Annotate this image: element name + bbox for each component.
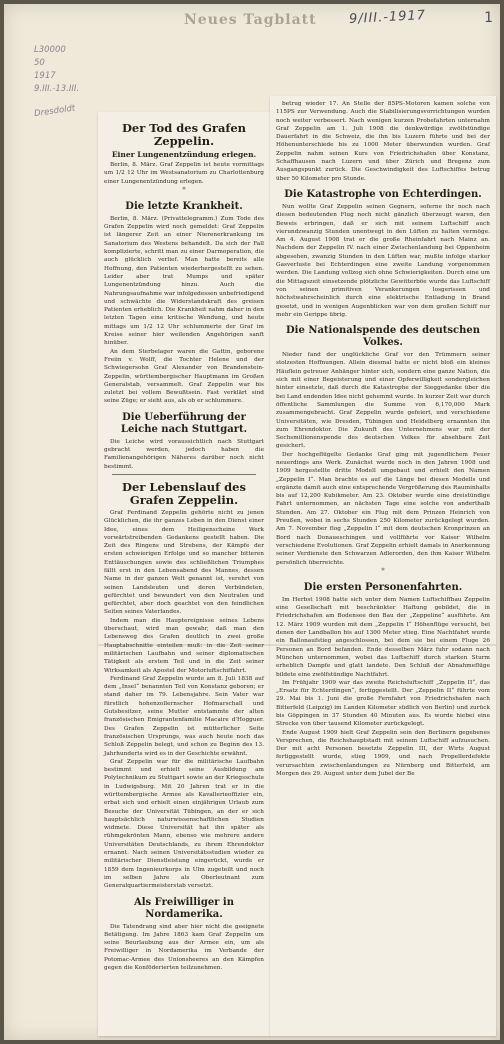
paragraph: Der hochgeflügelte Gedanke Graf ging mit jugendlichem Feuer neuerdings ans Werk. Zunächst wurde noch in den Jahren 1908 und 1909 hergestellte dritte Modell umgebaut und erhielt den Namen „Zeppelin I“. Man brachte es auf die Länge bei diesen Modells und ergänzte damit auch eine entsprechende Vergrößerung des Rauminhalts bis auf 12,200 Kubikmeter. Am 23. Oktober wurde eine dreistündige Fahrt unternommen, an nächsten Tage eine solche von anderthalb Stunden. Am 27. Oktober ein Flug mit dem Prinzen Heinrich von Preußen, wobei in sechs Stunden 250 Kilometer zurückgelegt wurden. Am 7. November flog „Zeppelin I“ mit dem deutschen Kronprinzen an Bord nach Donaueschingen und vollführte vor Kaiser Wilhelm verschiedene Evolutionen. Graf Zeppelin erhielt damals in Anerkennung seiner Verdienste den Schwarzen Adlerorden, den ihm Kaiser Wilhelm persönlich überreichte. (276, 451, 490, 566)
paragraph: Die Leiche wird voraussichtlich nach Stuttgart gebracht werden, jedoch haben die Familienangehörigen Näheres darüber noch nicht bestimmt. (104, 438, 264, 470)
article-subheadline: Einer Lungenentzündung erlegen. (111, 150, 257, 159)
paragraph: Im Frühjahr 1909 war das zweite Reichsluftschiff „Zeppelin II“, das „Ersatz für Echterdingen“, fertiggestellt. Der „Zeppelin II“ führte vom 29. Mai bis 1. Juni die große Fernfahrt von Friedrichshafen nach Bitterfeld (Leipzig) im Landen Kilometer südlich von Berlin) und zurück bis Göppingen in 37 Stunden 40 Minuten aus. Es wurde hiebei eine Strecke von über tausend Kilometer zurückgelegt. (276, 679, 490, 728)
scrapbook-page (4, 4, 500, 1040)
paragraph: Ferdinand Graf Zeppelin wurde am 8. Juli 1838 auf dem „Insel“ benannten Teil von Konstanz geboren; er stand daher im 79. Lebensjahre. Sein Vater war fürstlich hohenzollernscher Hofmarschall und Gutsbesitzer, seine Mutter entstammte der alten französischen Emigrantenfamilie Macaire d'Hogguer. Des Grafen Zeppelin ist mütterlicher Seite französischen Ursprungs, was auch heute noch das Schloß Zeppelin belegt, und schon zu Beginn des 13. Jahrhunderts wird es in der Geschichte erwähnt. (104, 675, 264, 757)
section-title: Die letzte Krankheit. (125, 200, 243, 212)
newspaper-masthead (184, 7, 494, 34)
clipping-right-column (270, 96, 496, 1036)
article-headline: Der Tod des Grafen Zeppelin. (121, 121, 247, 148)
paragraph: An dem Sterbelager waren die Gattin, geborene Freiin v. Wolff, die Tochter Helene und der Schwiegersohn Graf Alexander von Brandenstein-Zeppelin, württembergischer Hauptmann im Großen Generalstab, versammelt. Graf Zeppelin war bis zuletzt bei vollem Bewußtsein. Fast verklärt sind seine Züge; er sieht aus, als ob er schlummere. (104, 348, 264, 405)
paragraph: betrug wieder 17. An Stelle der 85PS-Motoren kamen solche von 115PS zur Verwendung. Auch die Stabilisierungsvorrichtungen wurden noch weiter verbessert. Nach wenigen kurzen Probefahrten unternahm Graf Zeppelin am 1. Juli 1908 die denkwürdige zwölfstündige Dauerfahrt in die Schweiz, die ihn bis Luzern führte und bei der Höhenunterschiede bis zu 1000 Meter überwunden wurden. Graf Zeppelin nahm seinen Kurs von Friedrichshafen über Konstanz, Schaffhausen nach Luzern und über Zürich und Bregenz zum Ausgangspunkt zurück. Die Geschwindigkeit des Luftschiffes betrug über 50 Kilometer pro Stunde. (276, 101, 490, 182)
paragraph: Berlin, 8. März. (Privattelegramm.) Zum Tode des Grafen Zeppelin wird noch gemeldet: Graf Zeppelin ist längerer Zeit an einer Nierenerkrankung im Sanatorium des Westens behandelt. Da sich der Fall komplizierte, schritt man zu einer Darmoperation, die auch glücklich verlief. Man hatte bereits alle Hoffnung, den Patienten wiederhergestellt zu sehen. Leider aber trat Mumps und später Lungenentzündung hinzu. Auch die Nahrungsaufnahme war infolgedessen unbefriedigend und schwächte die Widerstandskraft des greisen Patienten erheblich. Die Krankheit nahm daher in den letzten Tagen eine kritische Wendung, und heute mittags um 1/2 12 Uhr schlummerte der Graf im Kreise seiner hier weilenden Angehörigen sanft hinüber. (104, 215, 264, 347)
paragraph: Ende August 1909 hielt Graf Zeppelin sein den Berlinern gegebenes Versprechen, die Reichshauptstadt mit seinem Luftschiff aufzusuchen. Der mit acht Personen besetzte Zeppelin III, der Wirts August fertiggestellt wurde, stieg 1909, und nach Propellerdefekte verursachten zwischenlandungen zu Nürnberg und Bitterfeld, am Morgen des 29. August unter dem Jubel der Be (276, 729, 490, 778)
pencil-note: 9.III.-13.III. (34, 84, 80, 94)
pencil-note: L30000 (34, 45, 66, 55)
separator-star-icon: * (182, 185, 186, 194)
page-number: 1 (484, 10, 494, 26)
section-title: Als Freiwilliger in Nordamerika. (134, 896, 234, 920)
handwritten-date: 9/III.-1917 (348, 7, 427, 28)
paragraph: Berlin, 8. März. Graf Zeppelin ist heute vormittags um 1/2 12 Uhr im Westsanatorium zu Charlottenburg einer Lungenentzündung erlegen. (104, 162, 264, 185)
section-title: Die ersten Personenfahrten. (303, 581, 463, 593)
section-title: Die Nationalspende des deutschen Volkes. (286, 325, 480, 349)
separator-star-icon: * (381, 566, 385, 575)
pencil-note: Dresdoldt (33, 103, 76, 120)
clipping-left-column (98, 112, 270, 1036)
pencil-annotations (33, 44, 94, 120)
paragraph: Indem man die Hauptereignisse seines Lebens überschaut, wird man gewahr, daß man den Lebensweg des Grafen deutlich in zwei große Hauptabschnitte einteilen muß: in die Zeit seiner militärischen Laufbahn und seiner diplomatischen Tätigkeit als erstem Teil und in die Zeit seiner Wirksamkeit als Apostel der Motorluftschiffahrt. (104, 617, 264, 674)
paragraph: Graf Ferdinand Zeppelin gehörte nicht zu jenen Glücklichen, die ihr ganzes Leben in den Dienst einer Idee, eines dem Heiligenscheine Werk vorwärtstreibenden Gedankens gestellt haben. Die Zeit des Ringens und Strebens, der Kämpfe der ersten schwierigen Erfolge und so mancher bitteren Enttäuschungen sowie des schließlichen Triumphes fällt erst in den Lebensabend des Mannes, dessen Name in der ganzen Welt genannt ist, verehrt von seinen Landsleuten und deren Verbündeten, gefürchtet und bewundert von den Neutralen und gefürchtet, aber doch geachtet von den feindlichen Seiten seines Vaterlandes. (104, 509, 264, 616)
section-title: Die Katastrophe von Echterdingen. (284, 188, 482, 200)
paragraph: Graf Zeppelin war für die militärische Laufbahn bestimmt und erhielt seine Ausbildung am Polytechnikum zu Stuttgart sowie an der Kriegsschule in Ludwigsburg. Mit 20 Jahren trat er in die württembergische Armee als Kavallerieoffizier ein, erbat sich und erhielt einen einjährigen Urlaub zum Besuche der Universität Tübingen, an der er sich hauptsächlich naturwissenschaftlichen Studien widmete. Diese Universität hat ihn später als rühmgekrönten Mann, ebenso wie mehrere andere Universitäten Deutschlands, zu ihrem Ehrendoktor ernannt. Nach seinen Universitätsstudien wieder zu militärischer Dienstleistung eingerückt, wurde er 1859 dem Ingenieurkorps in Ulm zugeteilt und noch im selben Jahre als Oberleutnant zum Generalquartiermeisterstab versetzt. (104, 758, 264, 890)
paper-fold-line (98, 644, 496, 646)
paragraph: Nun wollte Graf Zeppelin seinen Gegnern, soferne ihr noch nach diesen bedeutenden Flug noch nicht gänzlich überzeugt waren, den Beweis erbringen, daß er sich mit seinem Luftschiff auch vierundzwanzig Stunden unentwegt in den Lüften zu halten vermöge. Am 4. August 1908 trat er die große Rheinfahrt nach Mainz an. Nachdem der Zeppelin IV. nach einer Zwischenlandung bei Oppenheim abgesehen, zwanzig Stunden in den Lüften war, mußte infolge starker Gasverluste bei Echterdingen eine zweite Landung vorgenommen werden. Die Landung vollzog sich ohne Schwierigkeiten. Durch eine um die Mittagszeit einsetzende plötzliche Gewitterböe wurde das Luftschiff von seinen primitiven Verankerungen losgerissen und höchstwahrscheinlich durch eine elektrische Entladung in Brand gesetzt, und in wenigen Augenblicken war von dem großen Schiff nur mehr ein Gerippe übrig. (276, 203, 490, 318)
paragraph: Die Tatendrang sind aber hier nicht die geeignete Betätigung. Im Jahre 1863 kam Graf Zeppelin um seine Beurlaubung aus der Armee ein, um als Freiwilliger in Nordamerika im Verbande der Potomac-Armee des Unionsheeres an den Kämpfen gegen die Konföderierten teilzunehmen. (104, 923, 264, 972)
pencil-note: 50 (34, 58, 45, 68)
newspaper-title: Neues Tagblatt (184, 12, 317, 28)
paragraph: Im Herbst 1908 hatte sich unter dem Namen Luftschiffbau Zeppelin eine Gesellschaft mit beschränkter Haftung gebildet, die in Friedrichshafen am Bodensee den Bau der „Zeppeline“ ausführte. Am 12. März 1909 wurden mit dem „Zeppelin I“ Höhenflüge versucht, bei denen der Landballon bis auf 1300 Meter stieg. Eine Nachtfahrt wurde ein Ballonaufstieg angeschlossen, bei dem sie bei einem Fluge 26 Personen an Bord befanden. Ende desselben März fuhr sodann nach München unternommen, wobei das Luftschiff durch starken Sturm erheblich Dampfe und glatt landete. Den Schluß der Abnahmeflüge bildete eine zwölfstündige Nachtfahrt. (276, 596, 490, 678)
section-title: Die Ueberführung der Leiche nach Stuttgart. (120, 411, 248, 435)
paragraph: Nieder fand der unglückliche Graf vor den Trümmern seiner stolzesten Hoffnungen. Allein diesmal hatte er nicht bloß ein kleines Häuflein getreuer Anhänger hinter sich, sondern eine ganze Nation, die sich mit einer Begeisterung und einer Opferwilligkeit sondergleichen hinter einsetzte, daß durch die Katastrophe der Sieggedanke über die bei Land endenden Idee nicht gehemmt wurde. In kurzer Zeit war durch öffentliche Sammlungen die Summe von 6,170,000 Mark zusammengebracht. Graf Zeppelin wurde gefeiert, und verschiedene Universitäten, wie Dresden, Tübingen und Heidelberg ernannten ihn zum Ehrendoktor. Die Zukunft des Unternehmens war mit der Sechsmillionenspende des deutschen Volkes für absehbare Zeit gesichert. (276, 352, 490, 450)
divider (112, 474, 256, 475)
section-title: Der Lebenslauf des Grafen Zeppelin. (122, 479, 246, 507)
pencil-note: 1917 (34, 71, 56, 81)
